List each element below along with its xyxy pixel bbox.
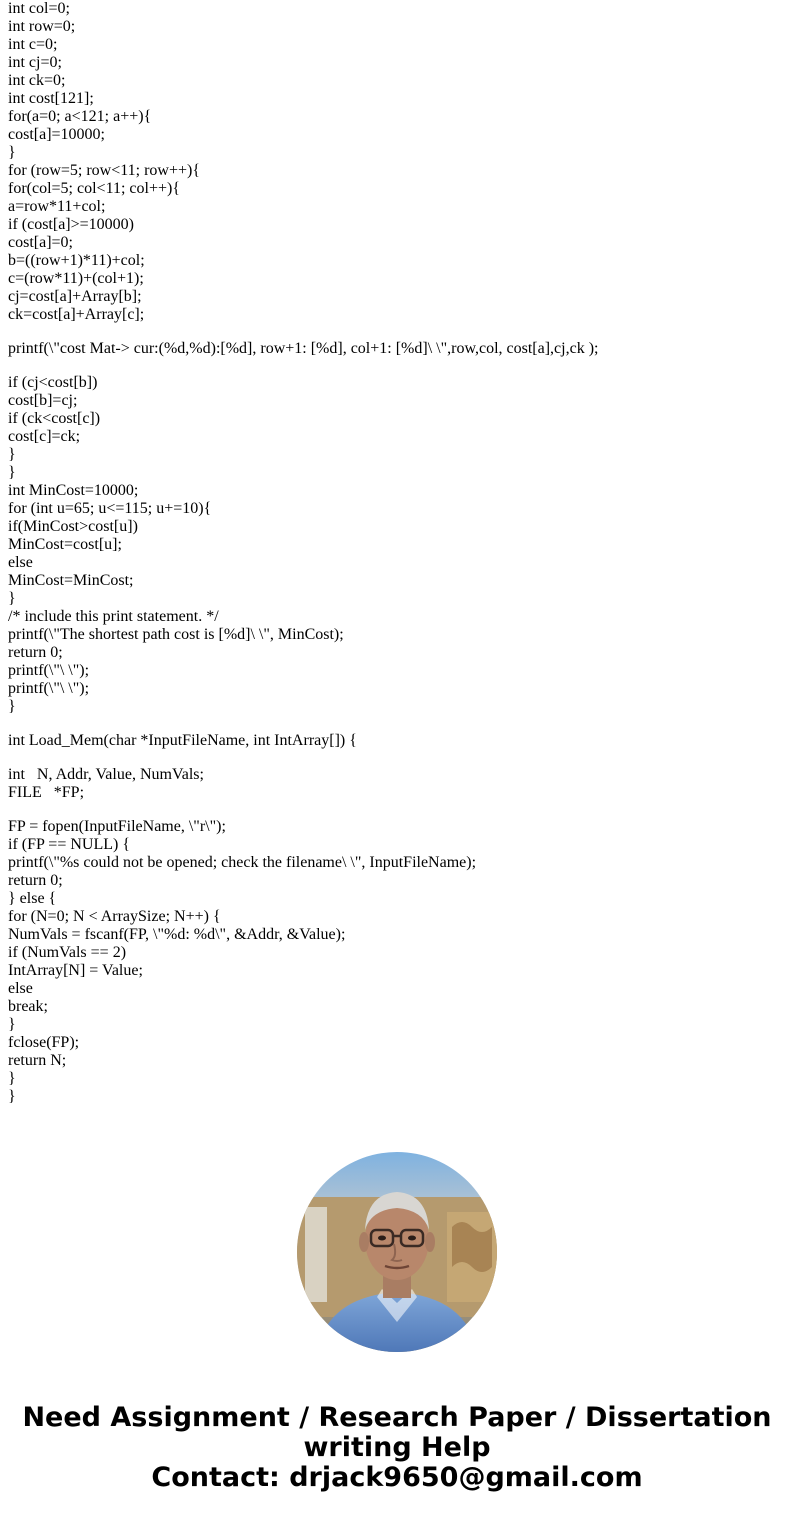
code-line: } [8, 1016, 16, 1033]
code-line: b=((row+1)*11)+col; [8, 252, 145, 269]
code-line: FP = fopen(InputFileName, \"r\"); [8, 818, 226, 835]
code-line: c=(row*11)+(col+1); [8, 270, 144, 287]
code-line: cost[b]=cj; [8, 392, 78, 409]
code-line: printf(\"%s could not be opened; check the filename\ \", InputFileName); [8, 854, 477, 871]
code-line: else [8, 554, 33, 571]
code-line: for (row=5; row<11; row++){ [8, 162, 201, 179]
code-line: cost[a]=0; [8, 234, 73, 251]
code-line: } [8, 1088, 16, 1105]
code-line: printf(\"\ \"); [8, 662, 90, 679]
code-line: int row=0; [8, 18, 76, 35]
banner-contact-line: Contact: drjack9650@gmail.com [151, 1462, 643, 1493]
code-line: } [8, 464, 16, 481]
code-line: a=row*11+col; [8, 198, 106, 215]
code-line: IntArray[N] = Value; [8, 962, 143, 979]
code-listing [8, 0, 788, 1106]
code-line: } else { [8, 890, 57, 907]
blank-line [8, 358, 788, 374]
code-line: printf(\"cost Mat-> cur:(%d,%d):[%d], row+1: [%d], col+1: [%d]\ \",row,col, cost[a],cj,ck ); [8, 340, 599, 357]
code-line: MinCost=MinCost; [8, 572, 134, 589]
blank-line [8, 324, 788, 340]
blank-line [8, 750, 788, 766]
code-line: if (cj<cost[b]) [8, 374, 98, 391]
code-line: for (N=0; N < ArraySize; N++) { [8, 908, 221, 925]
code-line: for(col=5; col<11; col++){ [8, 180, 181, 197]
code-line: else [8, 980, 33, 997]
contact-banner [0, 1403, 794, 1493]
banner-line-2: writing Help [303, 1432, 491, 1463]
code-line: if (FP == NULL) { [8, 836, 131, 853]
code-line: return 0; [8, 644, 63, 661]
code-line: int Load_Mem(char *InputFileName, int IntArray[]) { [8, 732, 357, 749]
code-line: /* include this print statement. */ [8, 608, 219, 625]
code-line: } [8, 1070, 16, 1087]
code-line: int MinCost=10000; [8, 482, 139, 499]
author-avatar [297, 1152, 497, 1352]
code-line: for(a=0; a<121; a++){ [8, 108, 152, 125]
code-line: ck=cost[a]+Array[c]; [8, 306, 145, 323]
code-line: if(MinCost>cost[u]) [8, 518, 138, 535]
code-line: if (NumVals == 2) [8, 944, 127, 961]
code-line: if (cost[a]>=10000) [8, 216, 135, 233]
code-line: int col=0; [8, 0, 70, 17]
code-line: if (ck<cost[c]) [8, 410, 101, 427]
code-line: cost[a]=10000; [8, 126, 105, 143]
code-line: fclose(FP); [8, 1034, 80, 1051]
code-line: for (int u=65; u<=115; u+=10){ [8, 500, 212, 517]
code-line: printf(\"The shortest path cost is [%d]\ \", MinCost); [8, 626, 344, 643]
code-line: int ck=0; [8, 72, 66, 89]
code-line: int cost[121]; [8, 90, 94, 107]
code-line: cost[c]=ck; [8, 428, 81, 445]
code-line: break; [8, 998, 48, 1015]
blank-line [8, 802, 788, 818]
code-line: return 0; [8, 872, 63, 889]
code-line: } [8, 590, 16, 607]
banner-line-1: Need Assignment / Research Paper / Dissertation [22, 1402, 772, 1433]
code-line: } [8, 698, 16, 715]
blank-line [8, 716, 788, 732]
code-line: } [8, 144, 16, 161]
code-line: MinCost=cost[u]; [8, 536, 122, 553]
code-line: } [8, 446, 16, 463]
code-line: FILE *FP; [8, 784, 85, 801]
code-line: int N, Addr, Value, NumVals; [8, 766, 204, 783]
code-line: int cj=0; [8, 54, 62, 71]
code-line: int c=0; [8, 36, 58, 53]
code-line: NumVals = fscanf(FP, \"%d: %d\", &Addr, &Value); [8, 926, 346, 943]
code-line: cj=cost[a]+Array[b]; [8, 288, 142, 305]
author-portrait-icon [297, 1152, 497, 1352]
code-line: printf(\"\ \"); [8, 680, 90, 697]
code-line: return N; [8, 1052, 67, 1069]
